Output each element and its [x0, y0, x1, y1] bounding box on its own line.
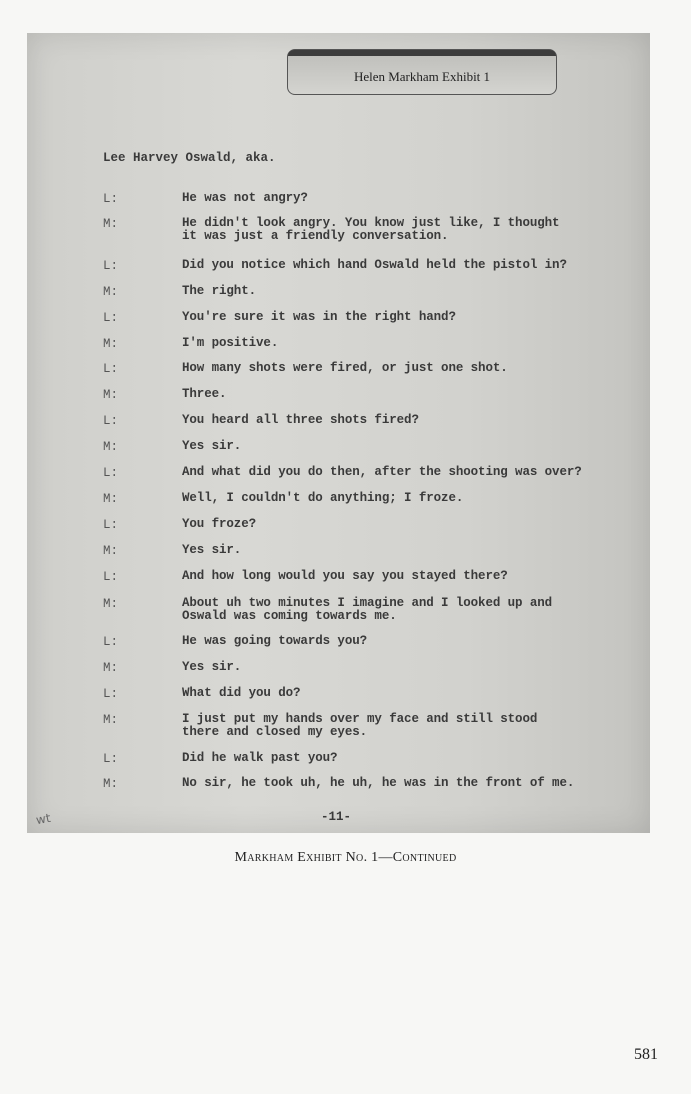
speaker-label: M: — [103, 217, 119, 231]
dialogue-text: How many shots were fired, or just one shot. — [182, 361, 508, 375]
dialogue-text: I just put my hands over my face and still stood there and closed my eyes. — [182, 712, 538, 739]
dialogue-text: No sir, he took uh, he uh, he was in the front of me. — [182, 776, 575, 790]
tab-bar — [288, 50, 556, 56]
speaker-label: L: — [103, 687, 119, 701]
speaker-label: M: — [103, 388, 119, 402]
dialogue-text: He was not angry? — [182, 191, 308, 205]
speaker-label: L: — [103, 259, 119, 273]
exhibit-tab-label: Helen Markham Exhibit 1 — [353, 69, 491, 84]
dialogue-text: And how long would you say you stayed there? — [182, 569, 508, 583]
speaker-label: M: — [103, 337, 119, 351]
dialogue-text: Did he walk past you? — [182, 751, 338, 765]
dialogue-text: What did you do? — [182, 686, 301, 700]
typed-page-number: -11- — [321, 810, 352, 824]
dialogue-text: Yes sir. — [182, 439, 242, 453]
speaker-label: M: — [103, 661, 119, 675]
dialogue-text: Yes sir. — [182, 543, 242, 557]
exhibit-tab — [287, 49, 557, 95]
speaker-label: L: — [103, 362, 119, 376]
dialogue-text: The right. — [182, 284, 257, 298]
speaker-label: M: — [103, 285, 119, 299]
exhibit-caption: Markham Exhibit No. 1—Continued — [234, 850, 457, 865]
dialogue-text: Well, I couldn't do anything; I froze. — [182, 491, 464, 505]
dialogue-text: And what did you do then, after the shooting was over? — [182, 465, 582, 479]
book-page-number: 581 — [634, 1046, 658, 1063]
dialogue-text: He didn't look angry. You know just like, I thought it was just a friendly conversation. — [182, 216, 560, 243]
speaker-label: L: — [103, 466, 119, 480]
speaker-label: L: — [103, 414, 119, 428]
speaker-label: M: — [103, 777, 119, 791]
speaker-label: M: — [103, 440, 119, 454]
speaker-label: L: — [103, 752, 119, 766]
dialogue-text: Yes sir. — [182, 660, 242, 674]
dialogue-text: You froze? — [182, 517, 257, 531]
dialogue-text: Three. — [182, 387, 227, 401]
speaker-label: L: — [103, 192, 119, 206]
dialogue-text: You heard all three shots fired? — [182, 413, 419, 427]
dialogue-text: About uh two minutes I imagine and I looked up and Oswald was coming towards me. — [182, 596, 553, 623]
margin-mark: wt — [34, 810, 52, 828]
speaker-label: L: — [103, 635, 119, 649]
speaker-label: L: — [103, 518, 119, 532]
dialogue-text: Did you notice which hand Oswald held the pistol in? — [182, 258, 567, 272]
speaker-label: M: — [103, 492, 119, 506]
speaker-label: M: — [103, 597, 119, 611]
speaker-label: M: — [103, 544, 119, 558]
document-header: Lee Harvey Oswald, aka. — [103, 151, 276, 165]
dialogue-text: You're sure it was in the right hand? — [182, 310, 456, 324]
dialogue-text: He was going towards you? — [182, 634, 368, 648]
speaker-label: L: — [103, 570, 119, 584]
speaker-label: L: — [103, 311, 119, 325]
speaker-label: M: — [103, 713, 119, 727]
exhibit-photo — [27, 33, 650, 833]
dialogue-text: I'm positive. — [182, 336, 279, 350]
